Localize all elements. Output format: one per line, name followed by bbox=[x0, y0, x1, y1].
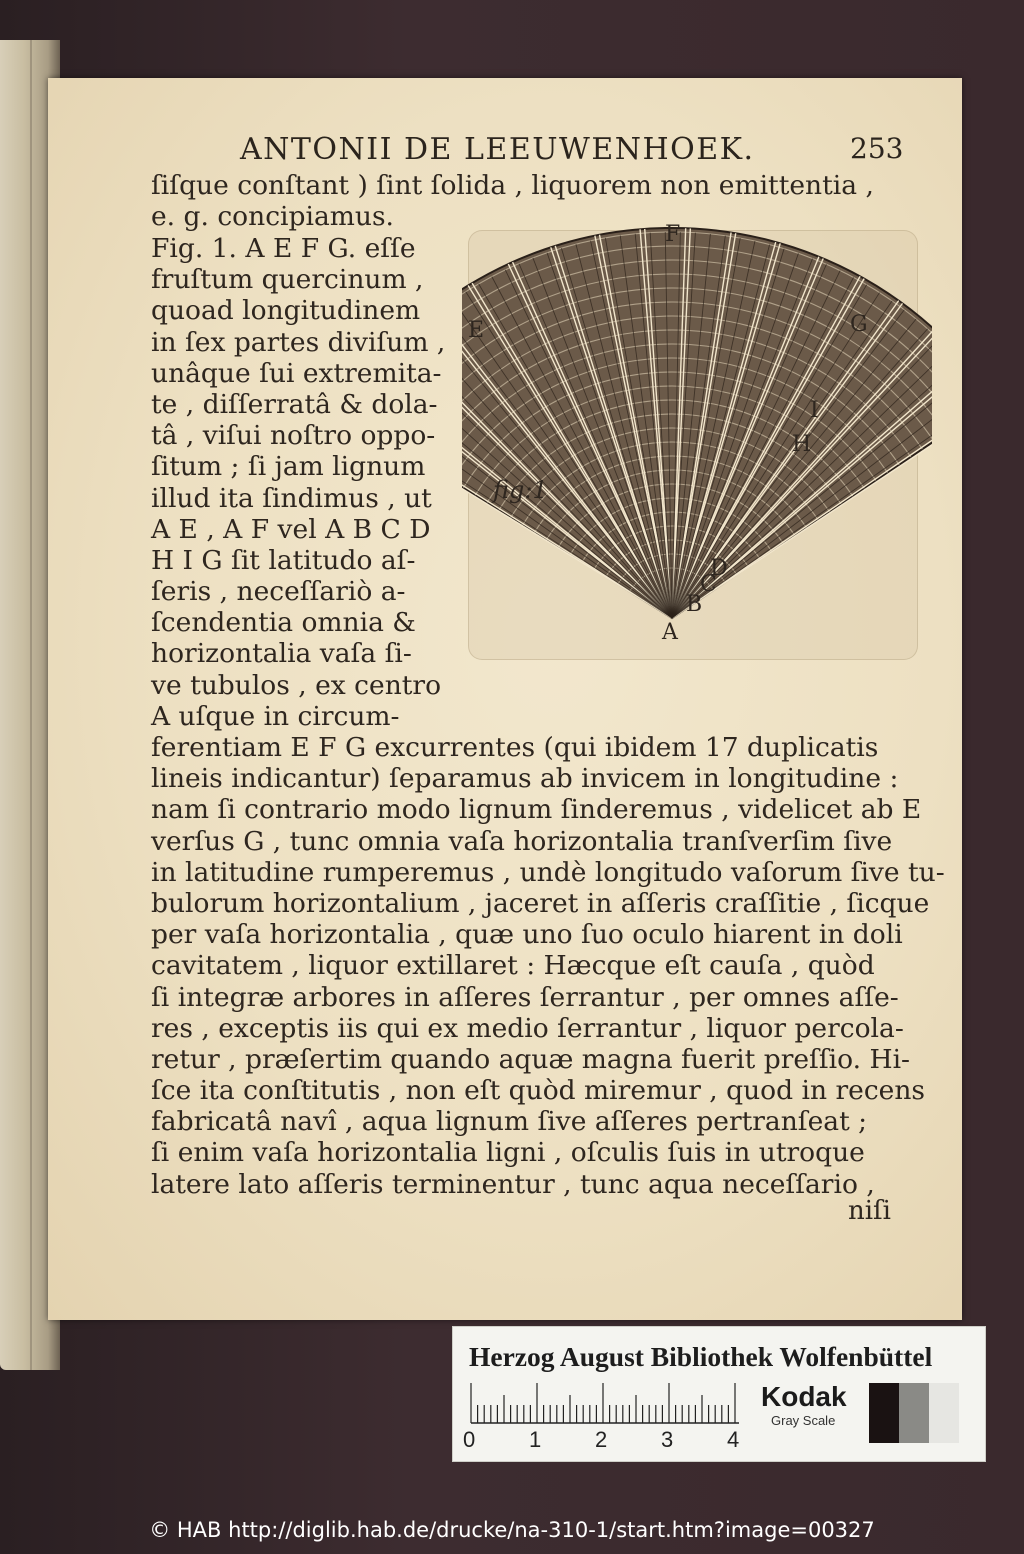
figure-label-e: E bbox=[468, 318, 485, 343]
text-line: ſiſque conſtant ) ſint ſolida , liquorem non emittentia , bbox=[151, 170, 874, 201]
text-line: ſitum ; ſi jam lignum bbox=[151, 451, 426, 483]
text-line: fruſtum quercinum , bbox=[151, 264, 424, 296]
figure-label-a: A bbox=[662, 620, 678, 645]
text-line: ſce ita conſtitutis , non eſt quòd miremur , quod in recens bbox=[151, 1075, 926, 1107]
text-line: A E , A F vel A B C D bbox=[151, 513, 431, 545]
catchword: niſi bbox=[848, 1196, 891, 1226]
gray-patch-white bbox=[929, 1383, 959, 1443]
text-line: verſus G , tunc omnia vaſa horizontalia tranſverſim ſive bbox=[151, 825, 893, 857]
text-line: nam ſi contrario modo lignum ſinderemus , videlicet ab E bbox=[151, 794, 922, 826]
text-line: fabricatâ navî , aqua lignum ſive aſſeres pertranſeat ; bbox=[151, 1106, 868, 1138]
text-line: illud ita ſindimus , ut bbox=[151, 482, 432, 514]
running-header bbox=[0, 128, 1024, 170]
text-line: horizontalia vaſa ſi- bbox=[151, 638, 412, 670]
ruler-number: 2 bbox=[595, 1427, 608, 1452]
figure-caption: fig:1 bbox=[493, 476, 548, 504]
library-name: Herzog August Bibliothek Wolfenbüttel bbox=[469, 1341, 933, 1372]
page-number: 253 bbox=[850, 132, 904, 165]
figure-label-d: D bbox=[710, 556, 728, 581]
text-line: cavitatem , liquor extillaret : Hæcque eſt cauſa , quòd bbox=[151, 950, 875, 982]
text-line: ſcendentia omnia & bbox=[151, 607, 416, 639]
text-line: lineis indicantur) ſeparamus ab invicem in longitudine : bbox=[151, 763, 899, 795]
copyright-notice: © HAB http://diglib.hab.de/drucke/na-310-1/start.htm?image=00327 bbox=[149, 1518, 875, 1542]
text-line: per vaſa horizontalia , quæ uno ſuo oculo hiarent in doli bbox=[151, 919, 903, 951]
text-line: in ſex partes diviſum , bbox=[151, 326, 446, 358]
text-line: te , diſſerratâ & dola- bbox=[151, 388, 438, 420]
ruler-number: 1 bbox=[529, 1427, 542, 1452]
figure-label-f: F bbox=[665, 222, 681, 247]
text-line: latere lato aſſeris terminentur , tunc aqua neceſſario , bbox=[151, 1168, 875, 1200]
ruler-number: 0 bbox=[463, 1427, 476, 1452]
kodak-logo-text: Kodak bbox=[761, 1381, 847, 1412]
gray-patch-black bbox=[869, 1383, 899, 1443]
text-line: unâque ſui extremita- bbox=[151, 357, 442, 389]
text-block-bottom bbox=[151, 732, 945, 1200]
ruler-number: 3 bbox=[661, 1427, 674, 1452]
text-line: ferentiam E F G excurrentes (qui ibidem 17 duplicatis bbox=[151, 732, 879, 763]
figure-label-i: I bbox=[810, 398, 819, 423]
text-line: tâ , viſui noſtro oppo- bbox=[151, 420, 436, 452]
text-line: ſi enim vaſa horizontalia ligni , oſculis ſuis in utroque bbox=[151, 1137, 865, 1169]
figure-label-g: G bbox=[850, 312, 868, 337]
text-block-beside-figure bbox=[151, 233, 445, 732]
text-line: retur , præſertim quando aquæ magna fuerit preſſio. Hi- bbox=[151, 1043, 911, 1075]
ruler-number: 4 bbox=[727, 1427, 740, 1452]
color-calibration-bar bbox=[452, 1326, 986, 1462]
text-line: A uſque in circum- bbox=[151, 700, 400, 732]
text-line: bulorum horizontalium , jaceret in aſſeris craſſitie , ſicque bbox=[151, 887, 930, 919]
text-line: quoad longitudinem bbox=[151, 295, 421, 327]
text-line: ſeris , neceſſariò a- bbox=[151, 576, 406, 608]
text-line: ve tubulos , ex centro bbox=[151, 669, 442, 701]
text-line: e. g. concipiamus. bbox=[151, 201, 394, 233]
gray-patch-mid bbox=[899, 1383, 929, 1443]
figure-label-c: C bbox=[700, 572, 717, 597]
text-line: in latitudine rumperemus , undè longitudo vaſorum ſive tu- bbox=[151, 856, 945, 888]
ruler-scale bbox=[467, 1383, 747, 1427]
figure-label-b: B bbox=[686, 592, 703, 617]
figure-label-h: H bbox=[792, 432, 812, 457]
text-line: ſi integræ arbores in aſſeres ſerrantur , per omnes aſſe- bbox=[151, 981, 899, 1013]
running-title: ANTONII DE LEEUWENHOEK. bbox=[240, 132, 755, 167]
text-line: H I G ſit latitudo aſ- bbox=[151, 544, 416, 576]
gray-scale-label: Gray Scale bbox=[771, 1413, 836, 1428]
text-line: Fig. 1. A E F G. eſſe bbox=[151, 233, 416, 264]
text-line: res , exceptis iis qui ex medio ſerrantur , liquor percola- bbox=[151, 1012, 904, 1044]
